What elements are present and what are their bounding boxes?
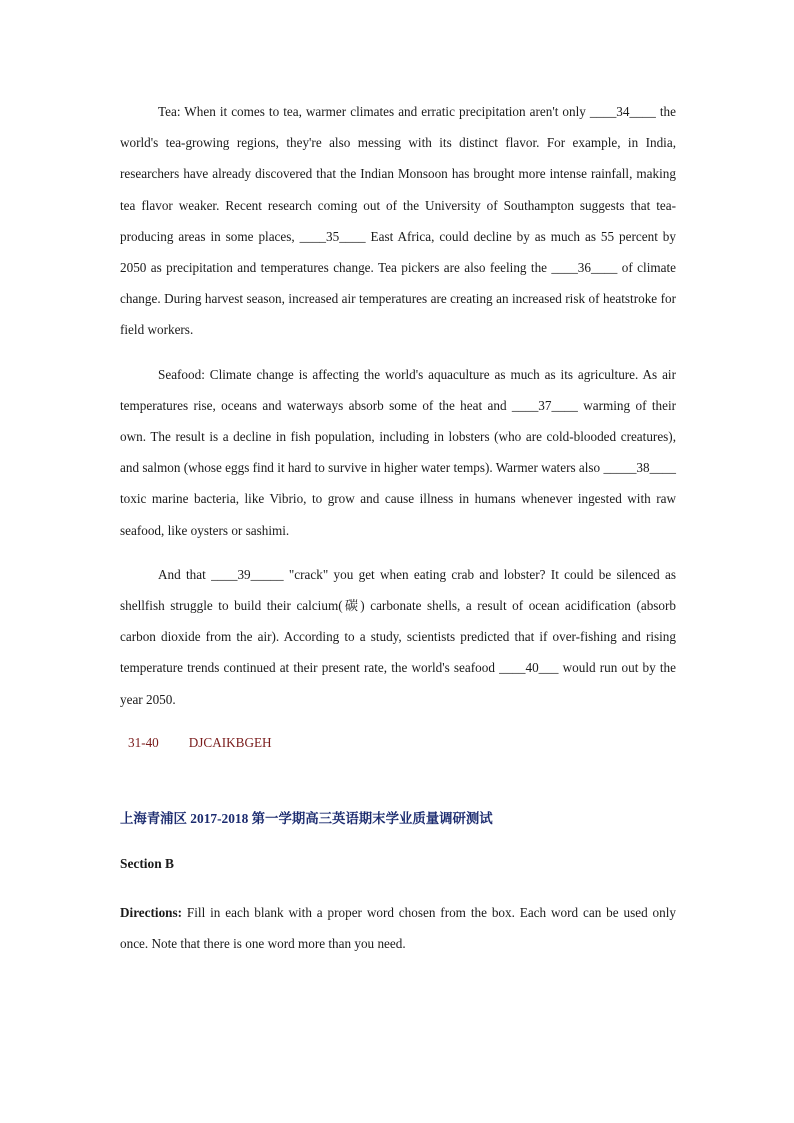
directions-text: Fill in each blank with a proper word chosen from the box. Each word can be used only once. Note that there is one word more than you need. bbox=[120, 905, 676, 951]
answer-letters: DJCAIKBGEH bbox=[188, 734, 272, 750]
answer-key bbox=[120, 727, 676, 758]
passage bbox=[120, 96, 676, 758]
directions-label: Directions: bbox=[120, 905, 183, 920]
directions bbox=[120, 897, 676, 959]
section-title: Section B bbox=[120, 856, 174, 871]
paragraph-crack: And that ____39_____ "crack" you get when eating crab and lobster? It could be silenced as shellfish struggle to build their calcium(碳) carbonate shells, a result of ocean acidification (absorb carbon dioxide from the air). According to a study, scientists predicted that if over-fishing and rising temperature trends continued at their present rate, the world's seafood ____40___ would run out by the year 2050. bbox=[120, 566, 676, 707]
answer-range: 31-40 bbox=[128, 734, 159, 750]
exam-heading: 上海青浦区 2017-2018 第一学期高三英语期末学业质量调研测试 bbox=[120, 811, 493, 826]
paragraph-seafood: Seafood: Climate change is affecting the world's aquaculture as much as its agriculture. As air temperatures rise, oceans and waterways absorb some of the heat and ____37____ warming of their own. The result is a decline in fish population, including in lobsters (who are cold-blooded creatures), and salmon (whose eggs find it hard to survive in higher water temps). Warmer waters also _____38____ toxic marine bacteria, like Vibrio, to grow and cause illness in humans whenever ingested with raw seafood, like oysters or sashimi. bbox=[120, 366, 676, 538]
paragraph-tea: Tea: When it comes to tea, warmer climates and erratic precipitation aren't only ____34____ the world's tea-growing regions, they're also messing with its distinct flavor. For example, in India, researchers have already discovered that the Indian Monsoon has brought more intense rainfall, making tea flavor weaker. Recent research coming out of the University of Southampton suggests that tea-producing areas in some places, ____35____ East Africa, could decline by as much as 55 percent by 2050 as precipitation and temperatures change. Tea pickers are also feeling the ____36____ of climate change. During harvest season, increased air temperatures are creating an increased risk of heatstroke for field workers. bbox=[120, 104, 676, 338]
